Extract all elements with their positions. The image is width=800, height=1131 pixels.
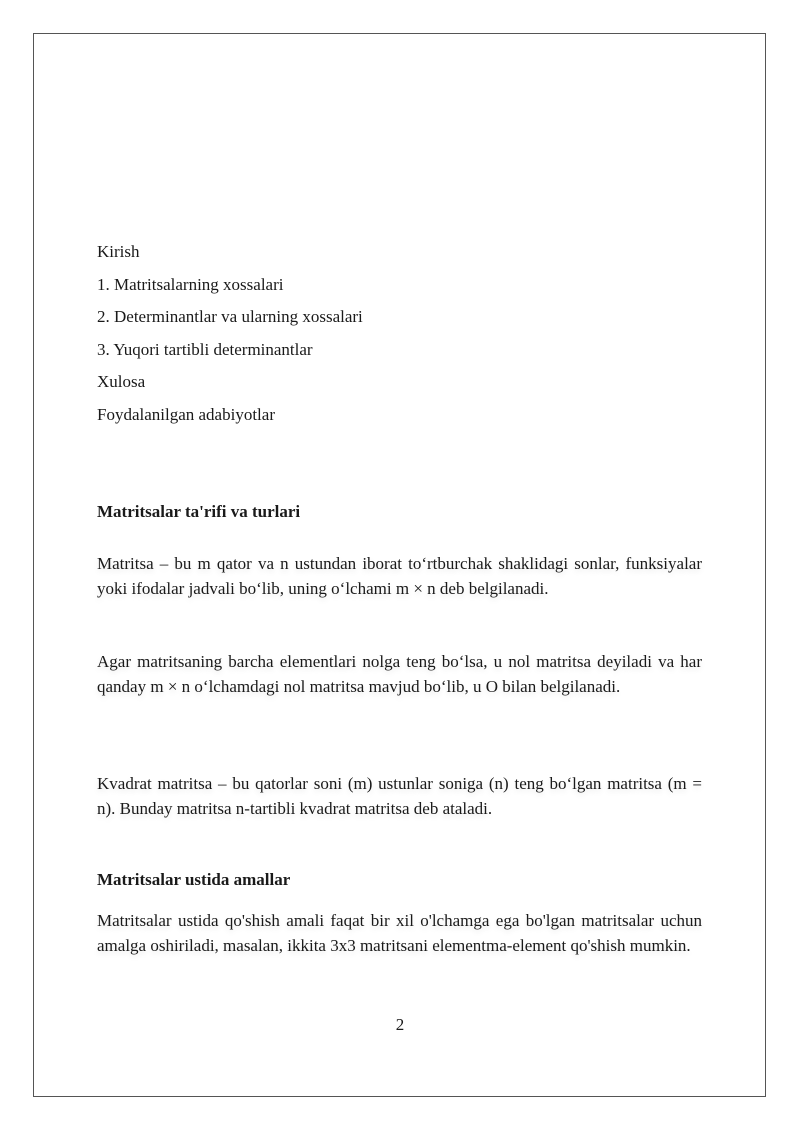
page-number: 2 (395, 1015, 405, 1034)
toc-item-chapter-3: 3. Yuqori tartibli determinantlar (97, 339, 313, 359)
toc-item-chapter-1: 1. Matritsalarning xossalari (97, 274, 284, 294)
paragraph-zero-matrix: Agar matritsaning barcha elementlari nolga teng bo‘lsa, u nol matritsa deyiladi va har qanday m × n o‘lchamdagi nol matritsa mavjud bo‘lib, u O bilan belgilanadi. (97, 652, 702, 696)
toc-item-intro: Kirish (97, 242, 140, 261)
paragraph-matrix-addition: Matritsalar ustida qo'shish amali faqat bir xil o'lchamga ega bo'lgan matritsalar uchun amalga oshiriladi, masalan, ikkita 3x3 matritsani elementma-element qo'shish mumkin. (97, 911, 702, 955)
toc-item-conclusion: Xulosa (97, 372, 146, 391)
paragraph-square-matrix: Kvadrat matritsa – bu qatorlar soni (m) ustunlar soniga (n) teng bo‘lgan matritsa (m = n). Bunday matritsa n-tartibli kvadrat matritsa deb ataladi. (97, 774, 702, 818)
toc-item-references: Foydalanilgan adabiyotlar (97, 404, 275, 424)
toc-item-chapter-2: 2. Determinantlar va ularning xossalari (97, 307, 363, 326)
table-of-contents (97, 241, 703, 436)
section-heading-operations: Matritsalar ustida amallar (97, 870, 291, 889)
paragraph-matrix-definition: Matritsa – bu m qator va n ustundan iborat to‘rtburchak shaklidagi sonlar, funksiyalar yoki ifodalar jadvali bo‘lib, uning o‘lchami m × n deb belgilanadi. (97, 554, 702, 598)
section-heading-definitions: Matritsalar ta'rifi va turlari (97, 502, 301, 521)
